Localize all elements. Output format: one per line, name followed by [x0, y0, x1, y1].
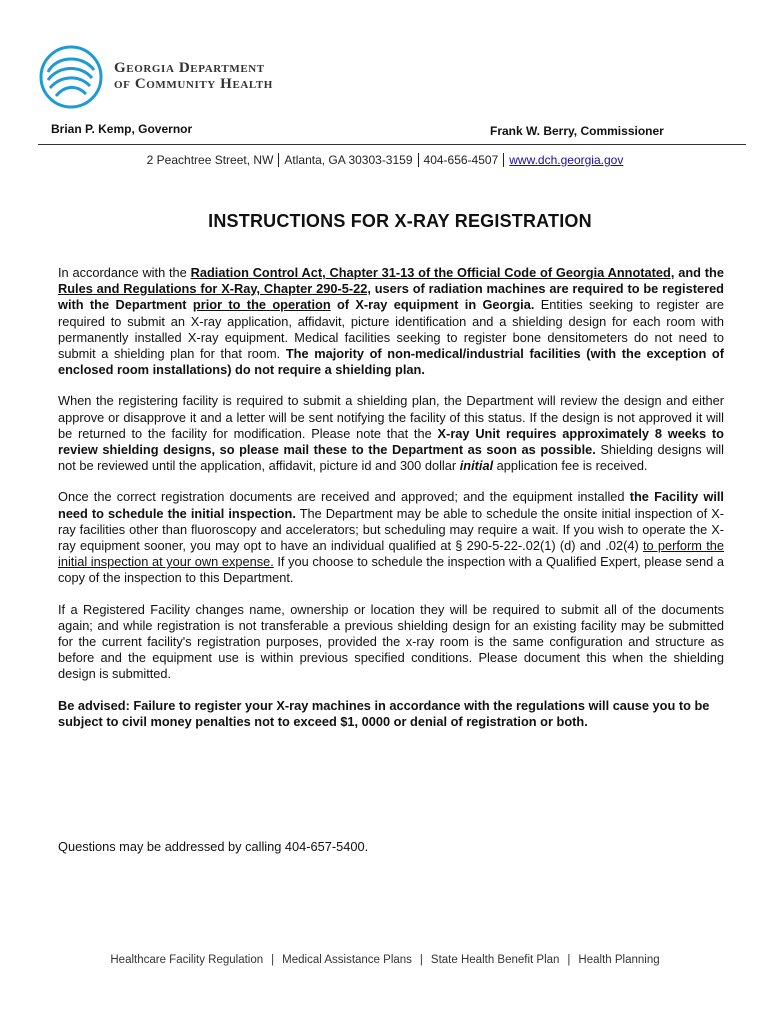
website-link[interactable]: www.dch.georgia.gov: [509, 153, 624, 167]
p3-text: If you choose to schedule the inspection with a Qualified Expert, please send a copy of the inspection to this Department.: [58, 554, 725, 586]
p2-emphasis: initial: [459, 458, 494, 474]
warning-paragraph: Be advised: Failure to register your X-ray machines in accordance with the regulations will cause you to be subject to civil money penalties not to exceed $1, 0000 or denial of registration or both.: [58, 697, 710, 729]
footer-item-healthcare[interactable]: Healthcare Facility Regulation: [110, 954, 264, 966]
paragraph-1: [58, 265, 724, 378]
org-name-line1: Georgia Department: [114, 60, 265, 76]
p1-text: In accordance with the: [58, 265, 191, 280]
address-separator: [278, 153, 279, 167]
p2-text: When the registering facility is required to submit a shielding plan, the Department will review the design and either approve or disapprove it and a letter will be sent notifying the facility of this status. If the design is not approved it will be returned to the facility for modification. Please note that the: [58, 393, 724, 441]
address-separator: [503, 153, 504, 167]
paragraph-4: If a Registered Facility changes name, ownership or location they will be required to submit all of the documents again; and while registration is not transferable a previous shielding design for an existing facility may be submitted for the current facility's registration purposes, provided the x-ray room is the same configuration and structure as before and the equipment use is within previous specified conditions. Please document this when the shielding design is submitted.: [58, 601, 724, 682]
paragraph-3: [58, 489, 724, 586]
governor-name: Brian P. Kemp, Governor: [51, 122, 193, 136]
p1-text: of X-ray equipment in Georgia.: [330, 297, 535, 313]
page-title: INSTRUCTIONS FOR X-RAY REGISTRATION: [208, 211, 592, 231]
footer-item-shbp[interactable]: State Health Benefit Plan: [430, 954, 560, 966]
p2-text: application fee is received.: [493, 458, 648, 474]
org-name: [114, 60, 273, 92]
phone-number: 404-656-4507: [423, 153, 499, 167]
p3-text: Once the correct registration documents are received and approved; and the equipment installed: [58, 489, 630, 505]
p1-emphasis: The majority of non-medical/industrial facilities (with the exception of enclosed room installations) do not require a shielding plan.: [58, 346, 724, 378]
street-address: 2 Peachtree Street, NW: [146, 153, 274, 167]
p1-text: and the: [674, 265, 724, 280]
p1-text: users of radiation machines are required to be registered with the Department: [58, 281, 725, 313]
footer-links: [0, 954, 770, 966]
p3-text: The Department may be able to schedule the onsite initial inspection of X-ray facilities other than fluoroscopy and accelerators; but scheduling may require a wait. If you wish to operate the X-ray equipment sooner, you may opt to have an individual qualified at § 290-5-22-.02(1) (d) and .02(4): [58, 505, 725, 554]
p3-emphasis: the Facility will need to schedule the initial inspection.: [58, 489, 724, 521]
dch-logo-icon: [38, 44, 104, 110]
p2-emphasis: X-ray Unit requires approximately 8 weeks to review shielding designs, so please mail these to the Department as soon as possible.: [58, 425, 725, 458]
footer-item-medical[interactable]: Medical Assistance Plans: [282, 954, 412, 966]
city-address: Atlanta, GA 30303-3159: [284, 153, 413, 167]
footer-separator: |: [271, 954, 275, 966]
document-body: [58, 265, 724, 745]
commissioner-name: Frank W. Berry, Commissioner: [490, 124, 664, 138]
rules-regulations-link[interactable]: Rules and Regulations for X-Ray, Chapter 290-5-22,: [58, 281, 371, 297]
paragraph-2: [58, 393, 724, 474]
org-name-line2: of Community Health: [114, 76, 273, 92]
questions-line: Questions may be addressed by calling 404-657-5400.: [58, 839, 369, 854]
p1-text: Entities seeking to register are required to submit an X-ray application, affidavit, picture identification and a shielding design for each room with permanently installed X-ray equipment. Medical facilities seeking to register bone densitometers do not need to submit a shielding plan for that room.: [58, 297, 724, 362]
address-separator: [418, 153, 419, 167]
header-divider: [38, 144, 746, 145]
p2-text: Shielding designs will not be reviewed until the application, affidavit, picture id and 300 dollar: [58, 442, 724, 474]
footer-separator: |: [567, 954, 571, 966]
address-line: [0, 153, 770, 167]
radiation-control-act-link[interactable]: Radiation Control Act, Chapter 31-13 of the Official Code of Georgia Annotated,: [190, 265, 675, 280]
footer-item-planning[interactable]: Health Planning: [578, 954, 660, 966]
footer-separator: |: [419, 954, 423, 966]
p1-emphasis: prior to the operation: [192, 297, 331, 313]
p3-emphasis: to perform the initial inspection at your own expense.: [58, 538, 724, 570]
